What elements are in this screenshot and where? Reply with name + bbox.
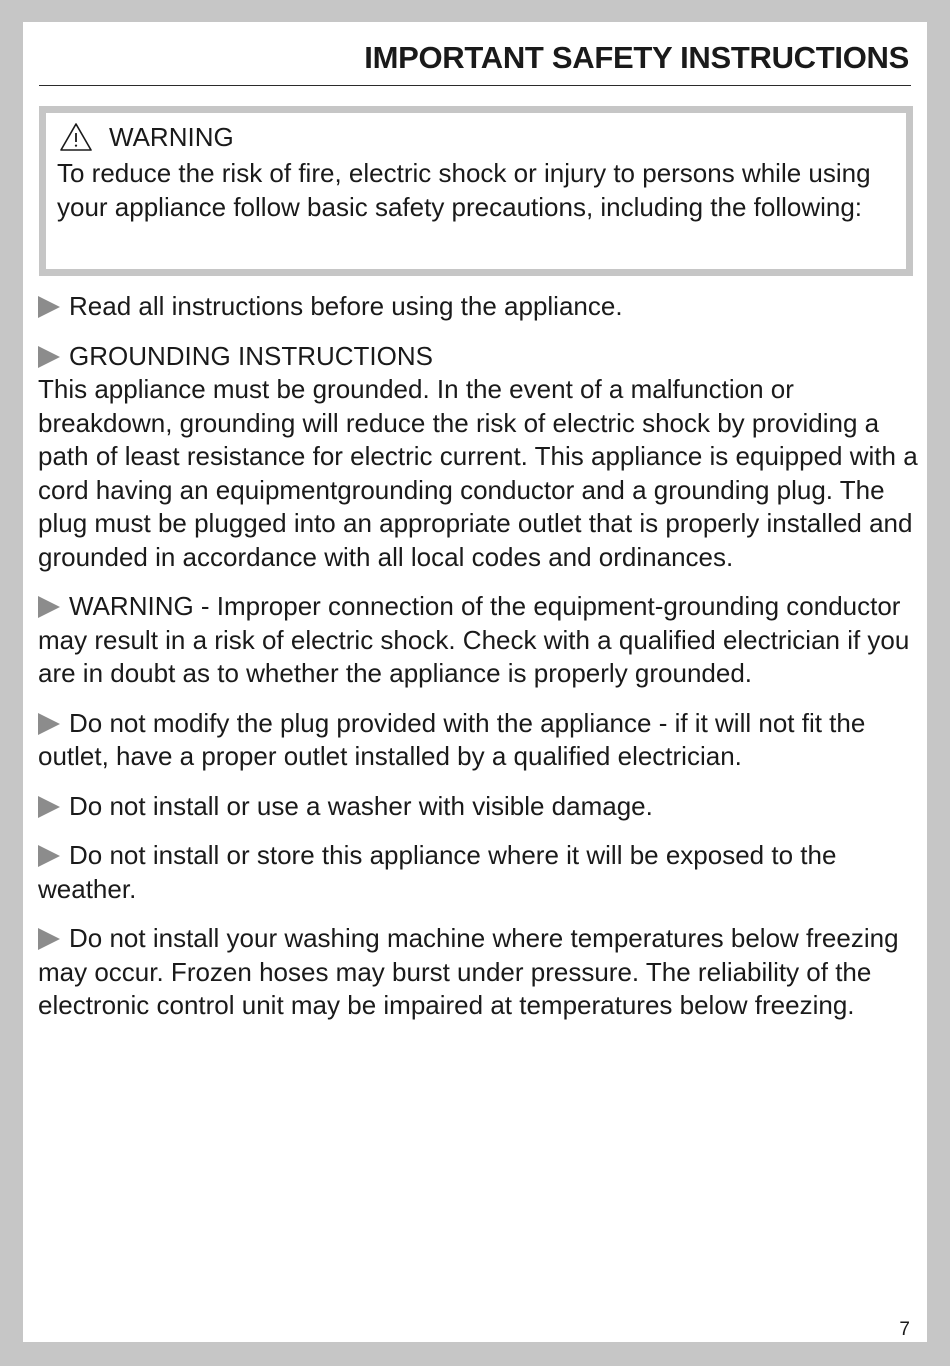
arrow-bullet-icon xyxy=(38,796,60,818)
safety-instruction-list xyxy=(38,290,918,1039)
warning-triangle-icon xyxy=(59,122,93,152)
item-text: Do not install your washing machine where temperatures below freezing may occur. Frozen hoses may burst under pressure. The reliability of the electronic control unit may be impaired at temperatures below freezing. xyxy=(38,923,899,1020)
item-text: Read all instructions before using the appliance. xyxy=(69,291,623,321)
arrow-bullet-icon xyxy=(38,928,60,950)
arrow-bullet-icon xyxy=(38,845,60,867)
list-item xyxy=(38,707,918,774)
arrow-bullet-icon xyxy=(38,596,60,618)
list-item xyxy=(38,590,918,691)
page-number: 7 xyxy=(899,1319,910,1340)
item-heading: GROUNDING INSTRUCTIONS xyxy=(69,340,433,371)
list-item xyxy=(38,290,918,324)
list-item xyxy=(38,790,918,824)
arrow-bullet-icon xyxy=(38,346,60,368)
warning-heading-row xyxy=(59,119,892,155)
manual-page xyxy=(23,22,927,1342)
item-text: Do not modify the plug provided with the appliance - if it will not fit the outlet, have a proper outlet installed by a qualified electrician. xyxy=(38,707,866,771)
arrow-bullet-icon xyxy=(38,713,60,735)
page-header xyxy=(39,22,911,86)
page-title: IMPORTANT SAFETY INSTRUCTIONS xyxy=(364,40,909,75)
list-item xyxy=(38,839,918,906)
warning-heading: WARNING xyxy=(109,121,234,152)
item-text: Do not install or use a washer with visible damage. xyxy=(69,790,653,821)
item-text: WARNING - Improper connection of the equipment-grounding conductor may result in a risk of electric shock. Check with a qualified electrician if you are in doubt as to whether the appliance is properly grounded. xyxy=(38,591,910,688)
list-item xyxy=(38,340,918,575)
arrow-bullet-icon xyxy=(38,296,60,318)
item-text: Do not install or store this appliance where it will be exposed to the weather. xyxy=(38,840,837,904)
warning-box xyxy=(39,106,913,276)
item-text: This appliance must be grounded. In the event of a malfunction or breakdown, grounding will reduce the risk of electric shock by providing a path of least resistance for electric current. This appliance is equipped with a cord having an equipmentgrounding conductor and a grounding plug. The plug must be plugged into an appropriate outlet that is properly installed and grounded in accordance with all local codes and ordinances. xyxy=(38,374,918,572)
list-item xyxy=(38,922,918,1023)
warning-text: To reduce the risk of fire, electric shock or injury to persons while using your appliance follow basic safety precautions, including the following: xyxy=(57,158,871,222)
